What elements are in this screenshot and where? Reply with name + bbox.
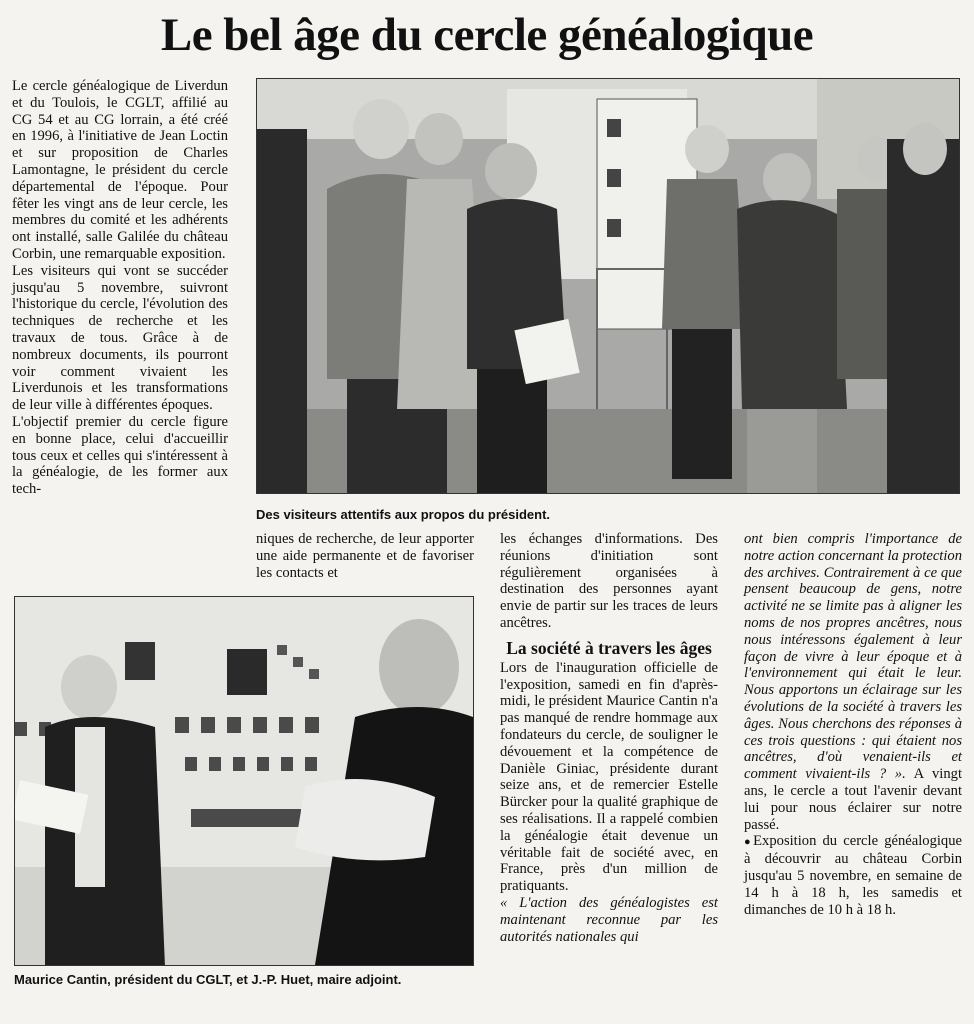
- paragraph: Le cercle généalogique de Liverdun et du Toulois, le CGLT, affilié au CG 54 et au CG lorrain, a été créé en 1996, à l'initiative de Jean Loctin et sur proposition de Charles Lamontagne, le président du cercle départemental de l'époque. Pour fêter les vingt ans de leur cercle, les membres du comité et les adhérents ont installé, salle Galilée du château Corbin, une remarquable exposition.: [12, 78, 228, 262]
- column-3: [500, 531, 718, 945]
- paragraph: [744, 531, 962, 833]
- photo-caption-top: Des visiteurs attentifs aux propos du président.: [256, 507, 551, 522]
- photo-visitors: [256, 78, 960, 494]
- column-1: [12, 78, 228, 498]
- photo-president: [14, 596, 474, 966]
- paragraph-quote: « L'action des généalogistes est maintenant reconnue par les autorités nationales qui: [500, 894, 718, 945]
- info-text: Exposition du cercle généalogique à découvrir au château Corbin jusqu'au 5 novembre, en semaine de 14 h à 18 h, les samedis et dimanches de 10 h à 18 h.: [744, 833, 962, 918]
- paragraph: Les visiteurs qui vont se succéder jusqu'au 5 novembre, suivront l'historique du cercle, l'évolution des techniques de recherche et les travaux de tous. Grâce à de nombreux documents, ils pourront voir comment vivaient les Liverdunois et les transformations de leur ville à différentes époques.: [12, 262, 228, 414]
- photo-caption-bottom: Maurice Cantin, président du CGLT, et J.-P. Huet, maire adjoint.: [14, 972, 402, 987]
- paragraph: niques de recherche, de leur apporter une aide permanente et de favoriser les contacts et: [256, 531, 474, 581]
- bullet-icon: ●: [744, 836, 754, 849]
- column-2: [256, 531, 474, 581]
- paragraph: les échanges d'informations. Des réunions d'initiation sont régulièrement organisées à destination des personnes ayant envie de partir sur les traces de leurs ancêtres.: [500, 531, 718, 631]
- paragraph-info: [744, 833, 962, 918]
- article-title: Le bel âge du cercle généalogique: [160, 9, 814, 61]
- paragraph: Lors de l'inauguration officielle de l'exposition, samedi en fin d'après-midi, le président Maurice Cantin n'a pas manqué de rendre hommage aux fondateurs du cercle, de souligner le dévouement et la compétence de Danièle Giniac, présidente durant seize ans, et de remercier Estelle Bürcker pour la qualité graphique de ses réalisations. Il a rappelé combien la généalogie était devenue un véritable fait de société avec, en France, près d'un million de pratiquants.: [500, 659, 718, 895]
- column-4: [744, 531, 962, 918]
- paragraph: L'objectif premier du cercle figure en bonne place, celui d'accueillir tous ceux et celles qui s'intéressent à la généalogie, de les former aux tech-: [12, 413, 228, 498]
- subheading: La société à travers les âges: [506, 637, 712, 658]
- closing-text: A vingt ans, le cercle a tout l'avenir devant lui pour nous éclairer sur notre passé.: [744, 766, 962, 833]
- quote-text: ont bien compris l'importance de notre action concernant la protection des archives. Contrairement à ce que pensent beaucoup de gens, notre activité ne se limite pas à aligner les noms de nos propres ancêtres, nous nous intéressons également à leur façon de vivre à leur époque et à l'environnement qui était le leur. Nous apportons un éclairage sur les évolutions de la société à travers les âges. Nous cherchons des réponses à ces trois questions : qui étaient nos ancêtres, d'où venaient-ils et comment vivaient-ils ? ».: [744, 531, 962, 783]
